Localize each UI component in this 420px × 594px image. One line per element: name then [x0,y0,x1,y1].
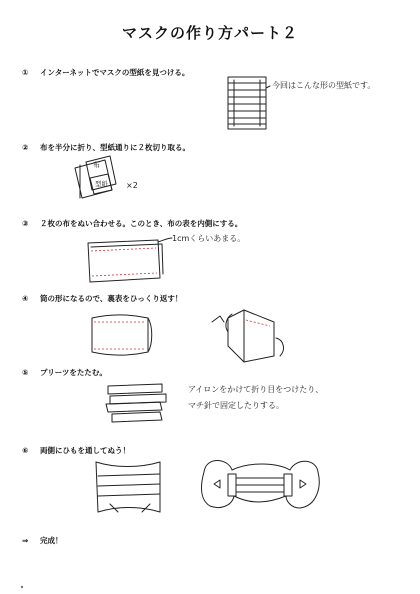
iron-note-line1: アイロンをかけて折り目をつけたり、 [188,385,324,394]
step-text: プリーツをたたむ。 [40,368,107,377]
step-number: ① [22,68,29,77]
step-number: ④ [22,294,29,303]
finish-arrow-icon: ⇒ [22,536,29,545]
sewn-cloth-drawing [88,238,172,282]
step-text: 筒の形になるので、裏表をひっくり返す！ [40,294,183,303]
strings-drawing [96,462,160,512]
finish-text: 完成！ [40,536,63,545]
step-number: ② [22,143,29,152]
page-title: マスクの作り方パート２ [121,24,298,42]
finished-mask-drawing [202,461,320,509]
step-text: ２枚の布をぬい合わせる。このとき、布の表を内側にする。 [40,219,243,228]
pattern-sheet-drawing [228,77,270,129]
iron-note-line2: マチ針で固定したりする。 [188,401,284,410]
step-text: インターネットでマスクの型紙を見つける。 [40,68,190,77]
cloth-and-pattern-drawing [75,156,138,198]
step-number: ⑤ [22,368,29,377]
pattern-note: 今回はこんな形の型紙です。 [272,81,376,90]
paper-label: 型紙 [95,180,108,188]
seam-note: 1cmくらいあまる。 [172,234,246,243]
tube-drawing [92,315,152,355]
step-text: 両側にひもを通してぬう！ [40,446,130,455]
flip-drawing [212,310,283,362]
step-number: ⑥ [22,446,29,455]
pleats-drawing [106,384,166,422]
cloth-label: 布 [93,161,100,169]
step-number: ③ [22,219,29,228]
times-two-label: ×2 [126,181,138,190]
step-text: 布を半分に折り、型紙通りに２枚切り取る。 [40,143,190,152]
